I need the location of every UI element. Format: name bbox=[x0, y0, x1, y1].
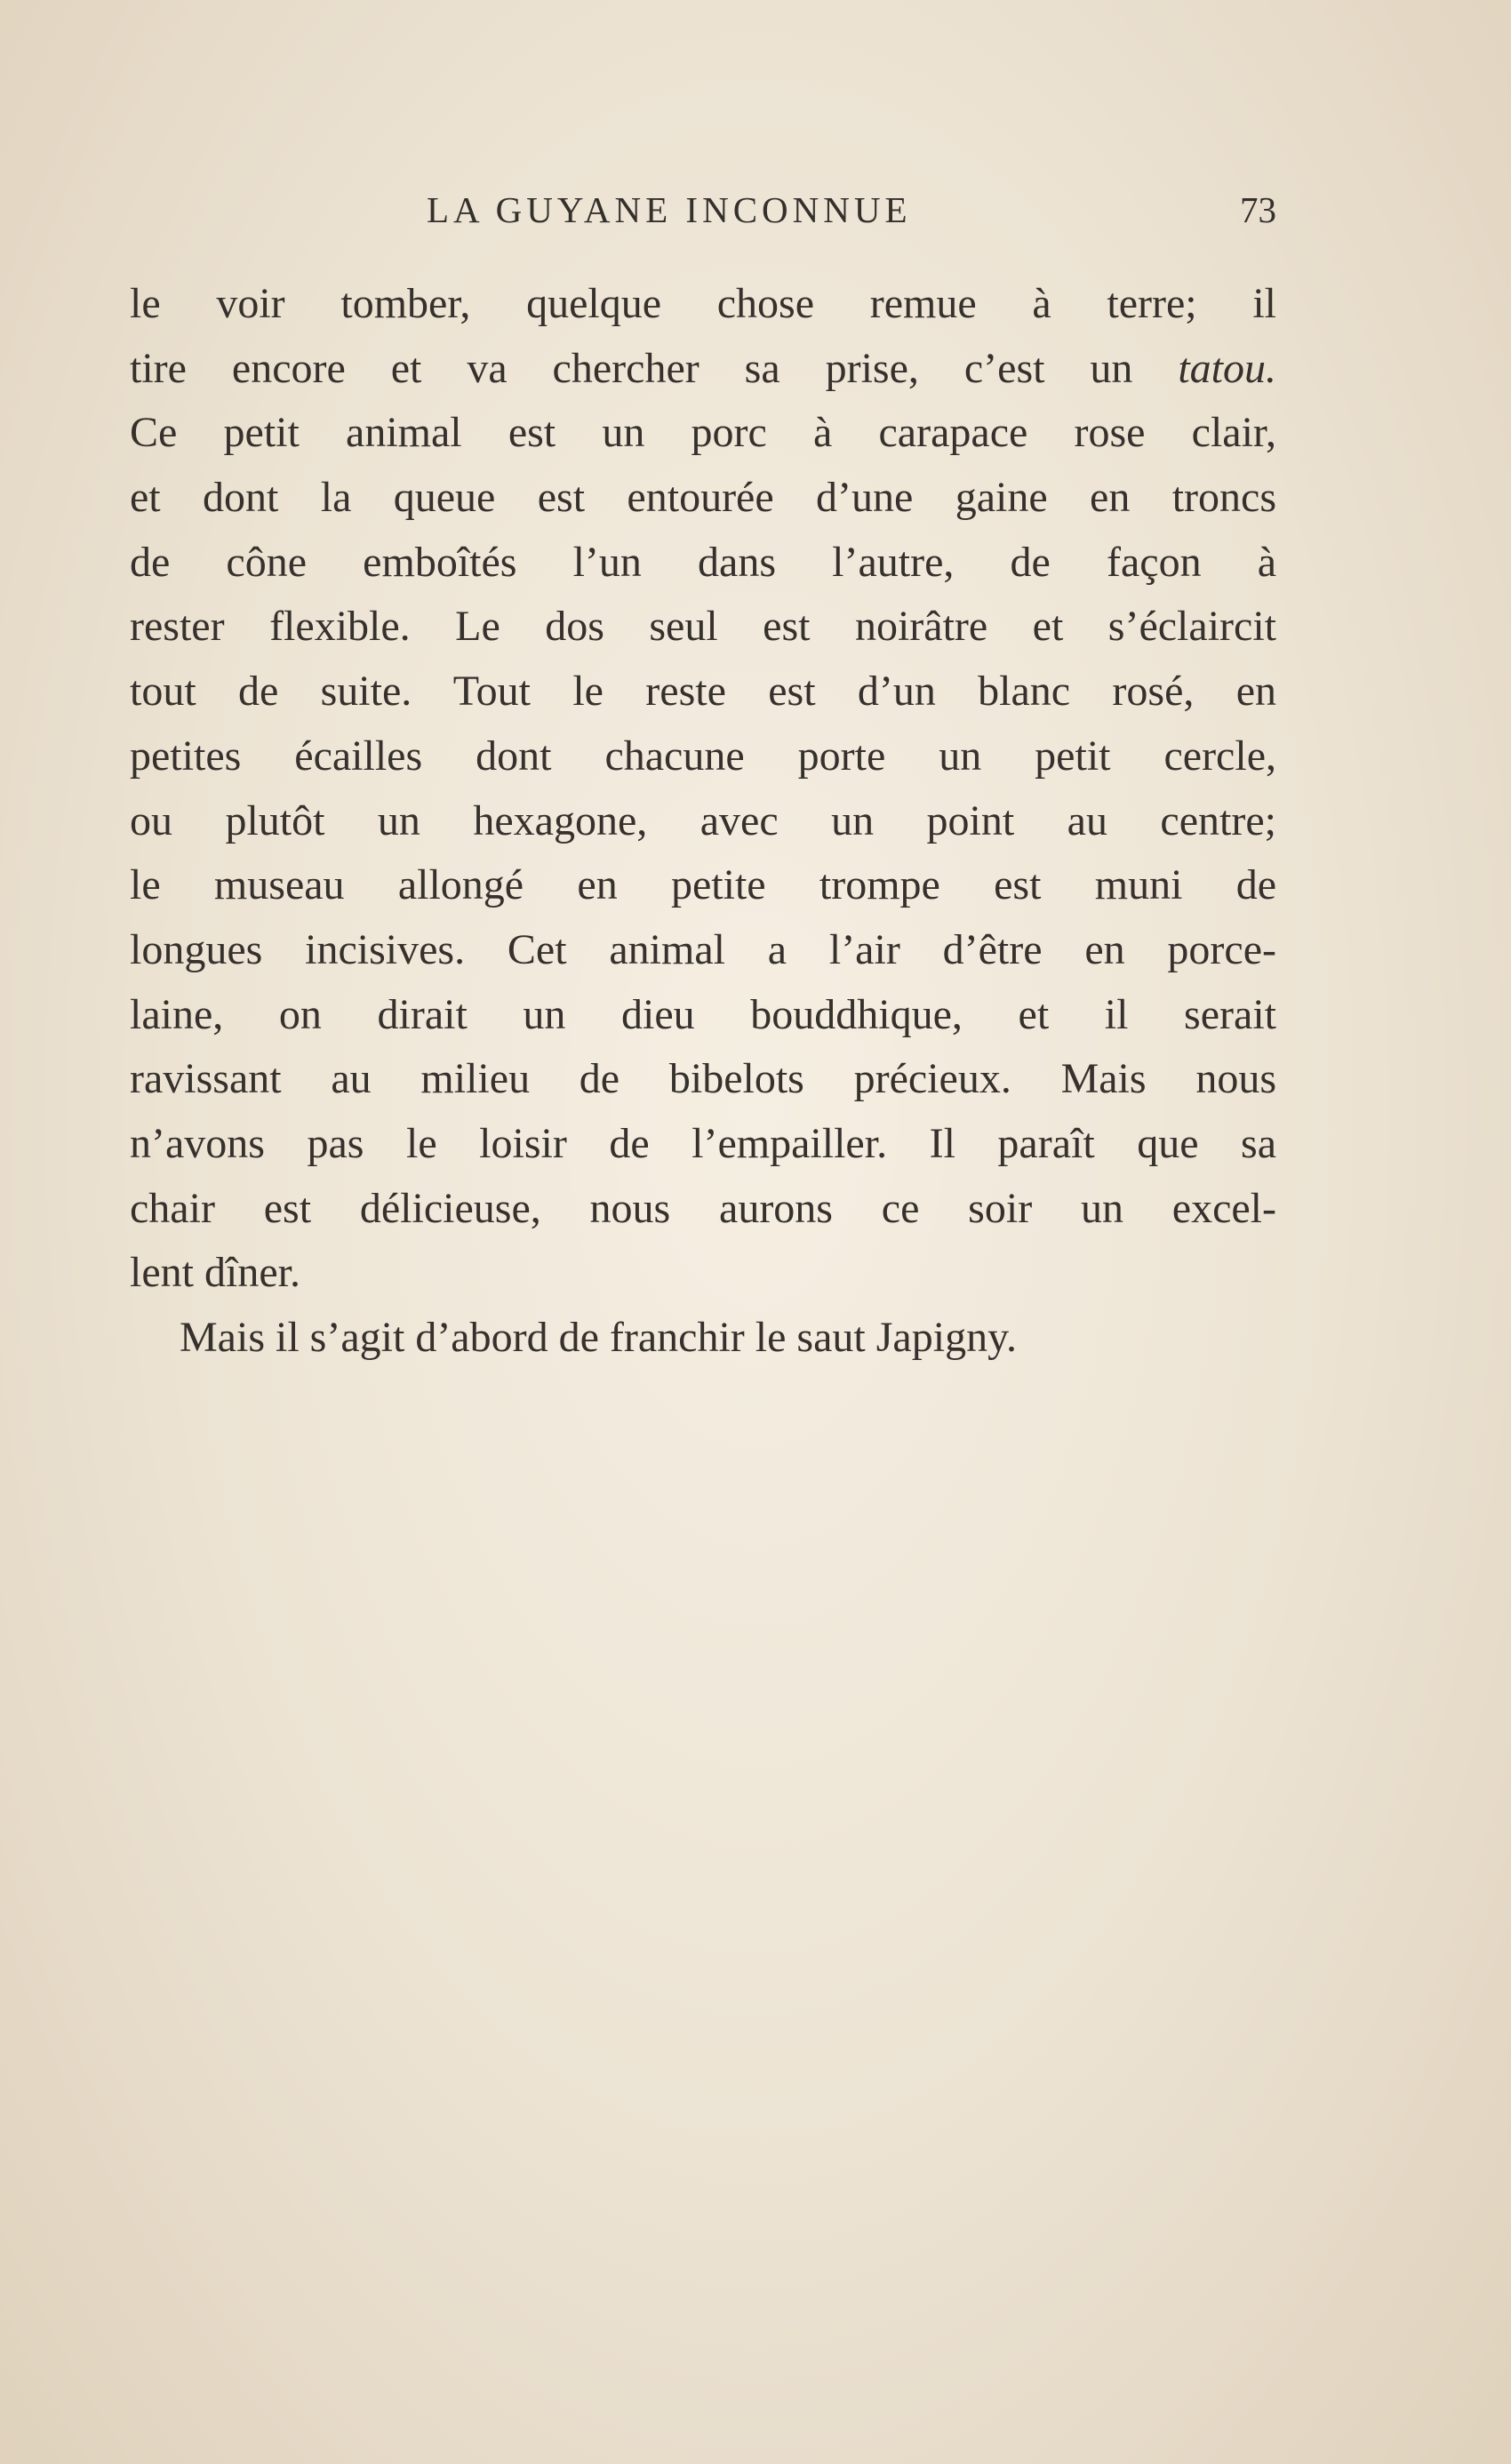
text-line: de cône emboîtés l’un dans l’autre, de façon à bbox=[130, 538, 1276, 586]
text-line: lent dîner. bbox=[130, 1249, 300, 1297]
text-line: le voir tomber, quelque chose remue à terre; il bbox=[130, 280, 1276, 327]
italic-word-tatou: tatou. bbox=[1178, 344, 1276, 392]
text-line: Ce petit animal est un porc à carapace rose clair, bbox=[130, 409, 1276, 457]
text-line: n’avons pas le loisir de l’empailler. Il paraît que sa bbox=[130, 1119, 1276, 1167]
text-line: laine, on dirait un dieu bouddhique, et il serait bbox=[130, 990, 1276, 1038]
text-line: ravissant au milieu de bibelots précieux. Mais nous bbox=[130, 1055, 1276, 1103]
text-line: le museau allongé en petite trompe est muni de bbox=[130, 861, 1276, 909]
running-title: LA GUYANE INCONNUE bbox=[427, 189, 912, 230]
text-line: petites écailles dont chacune porte un petit cercle, bbox=[130, 732, 1276, 780]
text-line: ou plutôt un hexagone, avec un point au centre; bbox=[130, 796, 1276, 844]
page-number: 73 bbox=[1240, 189, 1276, 230]
text-line: et dont la queue est entourée d’une gaine en troncs bbox=[130, 474, 1276, 522]
text-line: rester flexible. Le dos seul est noirâtre et s’éclaircit bbox=[130, 603, 1276, 651]
text-line-content: tire encore et va chercher sa prise, c’est un bbox=[130, 344, 1133, 392]
running-head bbox=[130, 188, 1276, 242]
text-line: tout de suite. Tout le reste est d’un blanc rosé, en bbox=[130, 668, 1276, 716]
text-line: longues incisives. Cet animal a l’air d’être en porce- bbox=[130, 925, 1276, 973]
text-line: chair est délicieuse, nous aurons ce soir un excel- bbox=[130, 1184, 1276, 1232]
text-line: Mais il s’agit d’abord de franchir le saut Japigny. bbox=[180, 1314, 1017, 1361]
body-text bbox=[130, 272, 1276, 1371]
text-line bbox=[130, 337, 1276, 402]
